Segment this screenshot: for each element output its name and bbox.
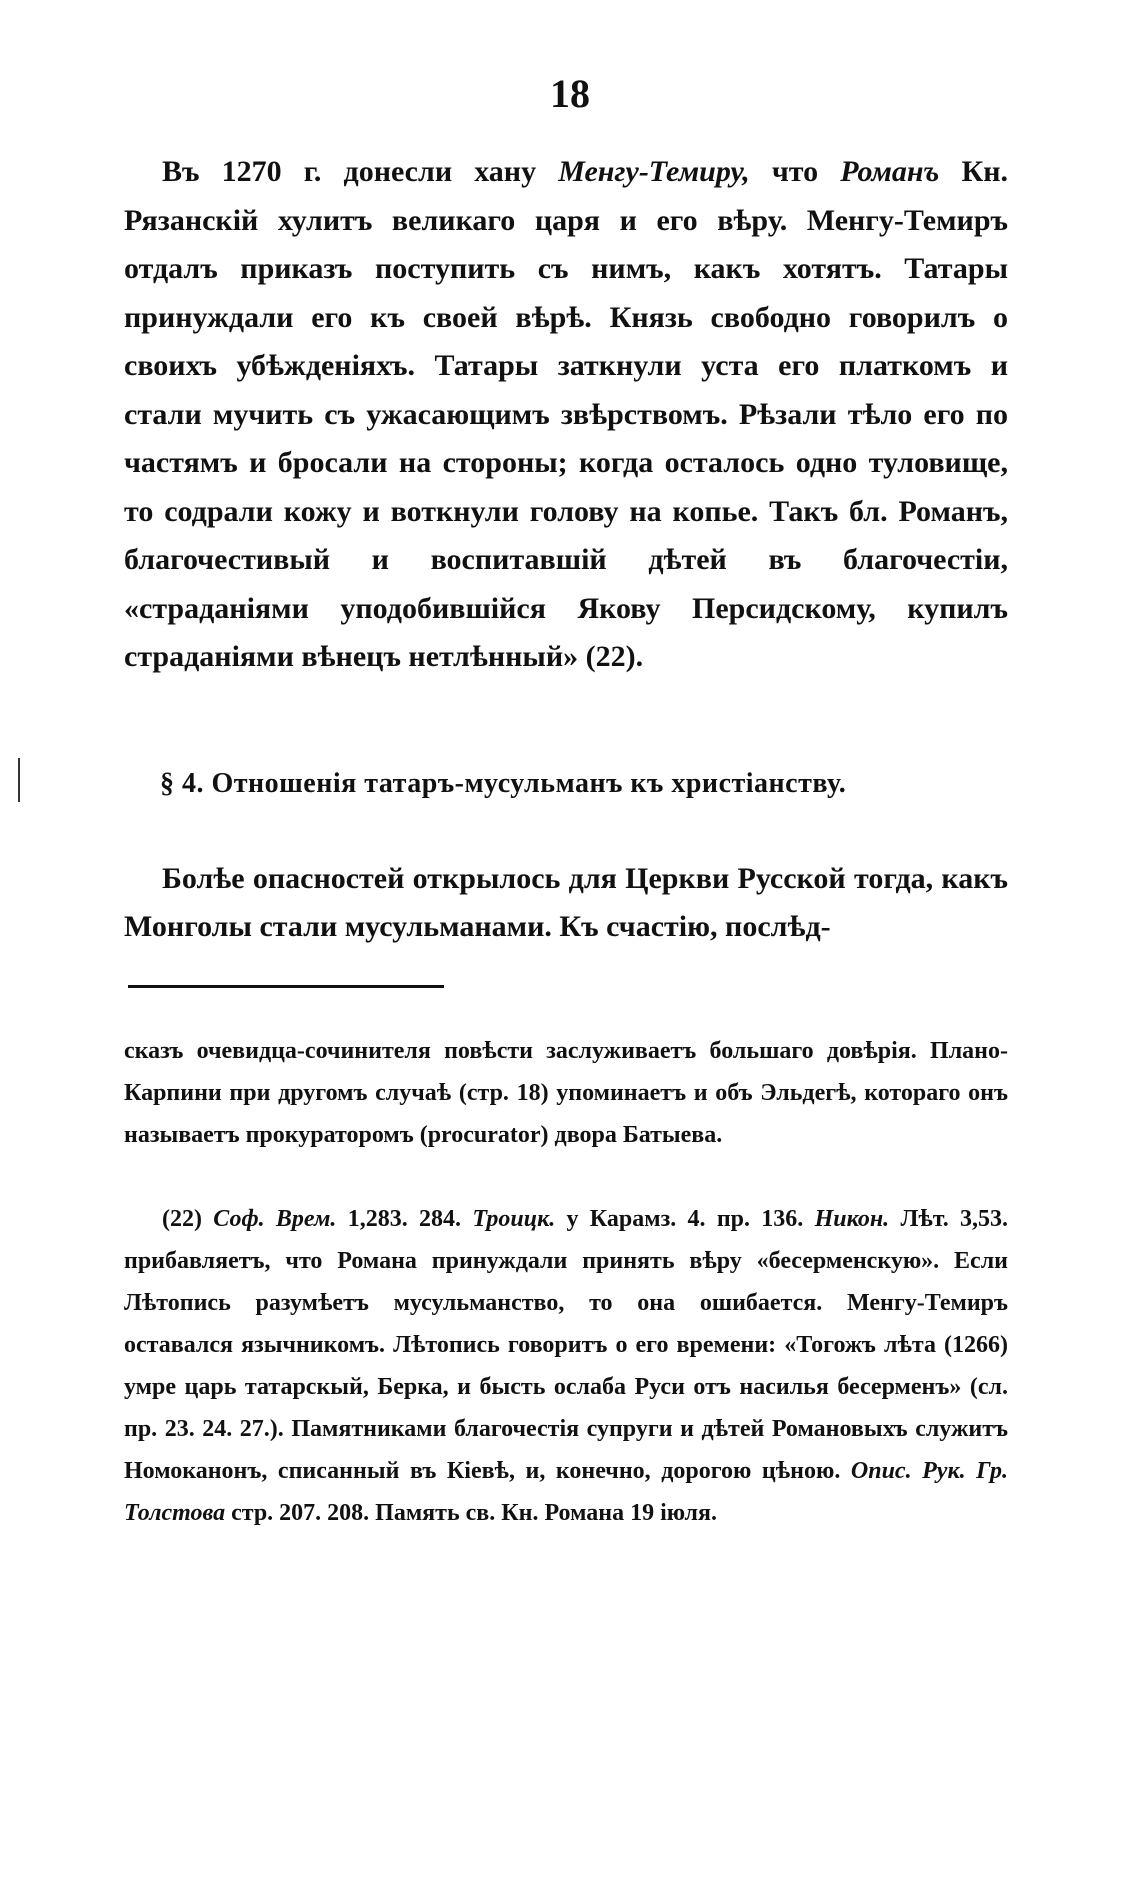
fn-seg-italic: Троицк.	[472, 1206, 556, 1232]
page-number: 18	[550, 71, 590, 116]
main-para-seg: Кн. Рязанскій хулитъ великаго царя и его вѣру. Менгу-Темиръ отдалъ приказъ поступить съ нимъ, какъ хотятъ. Татары принуждали его къ своей вѣрѣ. Князь свободно говорилъ о своихъ убѣжденіяхъ. Татары заткнули уста его платкомъ и стали мучить съ ужасающимъ звѣрствомъ. Рѣзали тѣло его по частямъ и бросали на стороны; когда осталось одно туловище, то содрали кожу и воткнули голову на копье. Такъ бл. Романъ, благочестивый и воспитавшій дѣтей въ благочестіи, «страданіями уподобившійся Якову Персидскому, купилъ страданіями вѣнецъ нетлѣнный» (22).	[124, 155, 1009, 673]
main-para-seg-italic: Романъ	[840, 155, 940, 188]
main-paragraph	[124, 148, 1008, 682]
fn-seg-italic: Опис. Рук. Гр. Толстова	[124, 1458, 1008, 1526]
main-para-seg: Въ 1270 г. донесли хану	[162, 155, 559, 188]
footnote-continuation	[124, 1030, 1008, 1156]
footnote-22	[124, 1198, 1008, 1534]
footnote-22-text	[124, 1198, 1008, 1534]
fn-seg: Лѣт. 3,53. прибавляетъ, что Романа принуждали принять вѣру «бесерменскую». Если Лѣтопись разумѣетъ мусульманство, то она ошибается. Менгу-Темиръ оставался язычникомъ. Лѣтопись говоритъ о его времени: «Тогожъ лѣта (1266) умре царь татарскый, Берка, и бысть ослаба Руси отъ насилья бесерменъ» (сл. пр. 23. 24. 27.). Памятниками благочестія супруги и дѣтей Романовыхъ служитъ Номоканонъ, списанный въ Кіевѣ, и, конечно, дорогою цѣною.	[124, 1206, 1009, 1484]
section-heading: § 4. Отношенія татаръ-мусульманъ къ христіанству.	[160, 768, 847, 799]
fn-seg: стр. 207. 208. Память св. Кн. Романа 19 іюля.	[225, 1500, 717, 1526]
footnote-divider	[128, 985, 444, 988]
fn-seg-italic: Никон.	[814, 1206, 890, 1232]
paragraph-2: Болѣе опасностей открылось для Церкви Русской тогда, какъ Монголы стали мусульманами. Къ счастію, послѣд-	[124, 862, 1008, 943]
fn-seg-italic: Соф. Врем.	[213, 1206, 337, 1232]
fn-seg: у Карамз. 4. пр. 136.	[555, 1206, 815, 1232]
main-para-seg-italic: Менгу-Темиру,	[558, 155, 750, 188]
footnote-continuation-text: сказъ очевидца-сочинителя повѣсти заслуживаетъ большаго довѣрія. Плано-Карпини при другомъ случаѣ (стр. 18) упоминаетъ и объ Эльдегѣ, котораго онъ называетъ прокураторомъ (procurator) двора Батыева.	[124, 1038, 1008, 1148]
fn-seg: (22)	[162, 1206, 214, 1232]
margin-mark	[18, 758, 20, 802]
fn-seg: 1,283. 284.	[336, 1206, 473, 1232]
main-para-seg: что	[749, 155, 841, 188]
